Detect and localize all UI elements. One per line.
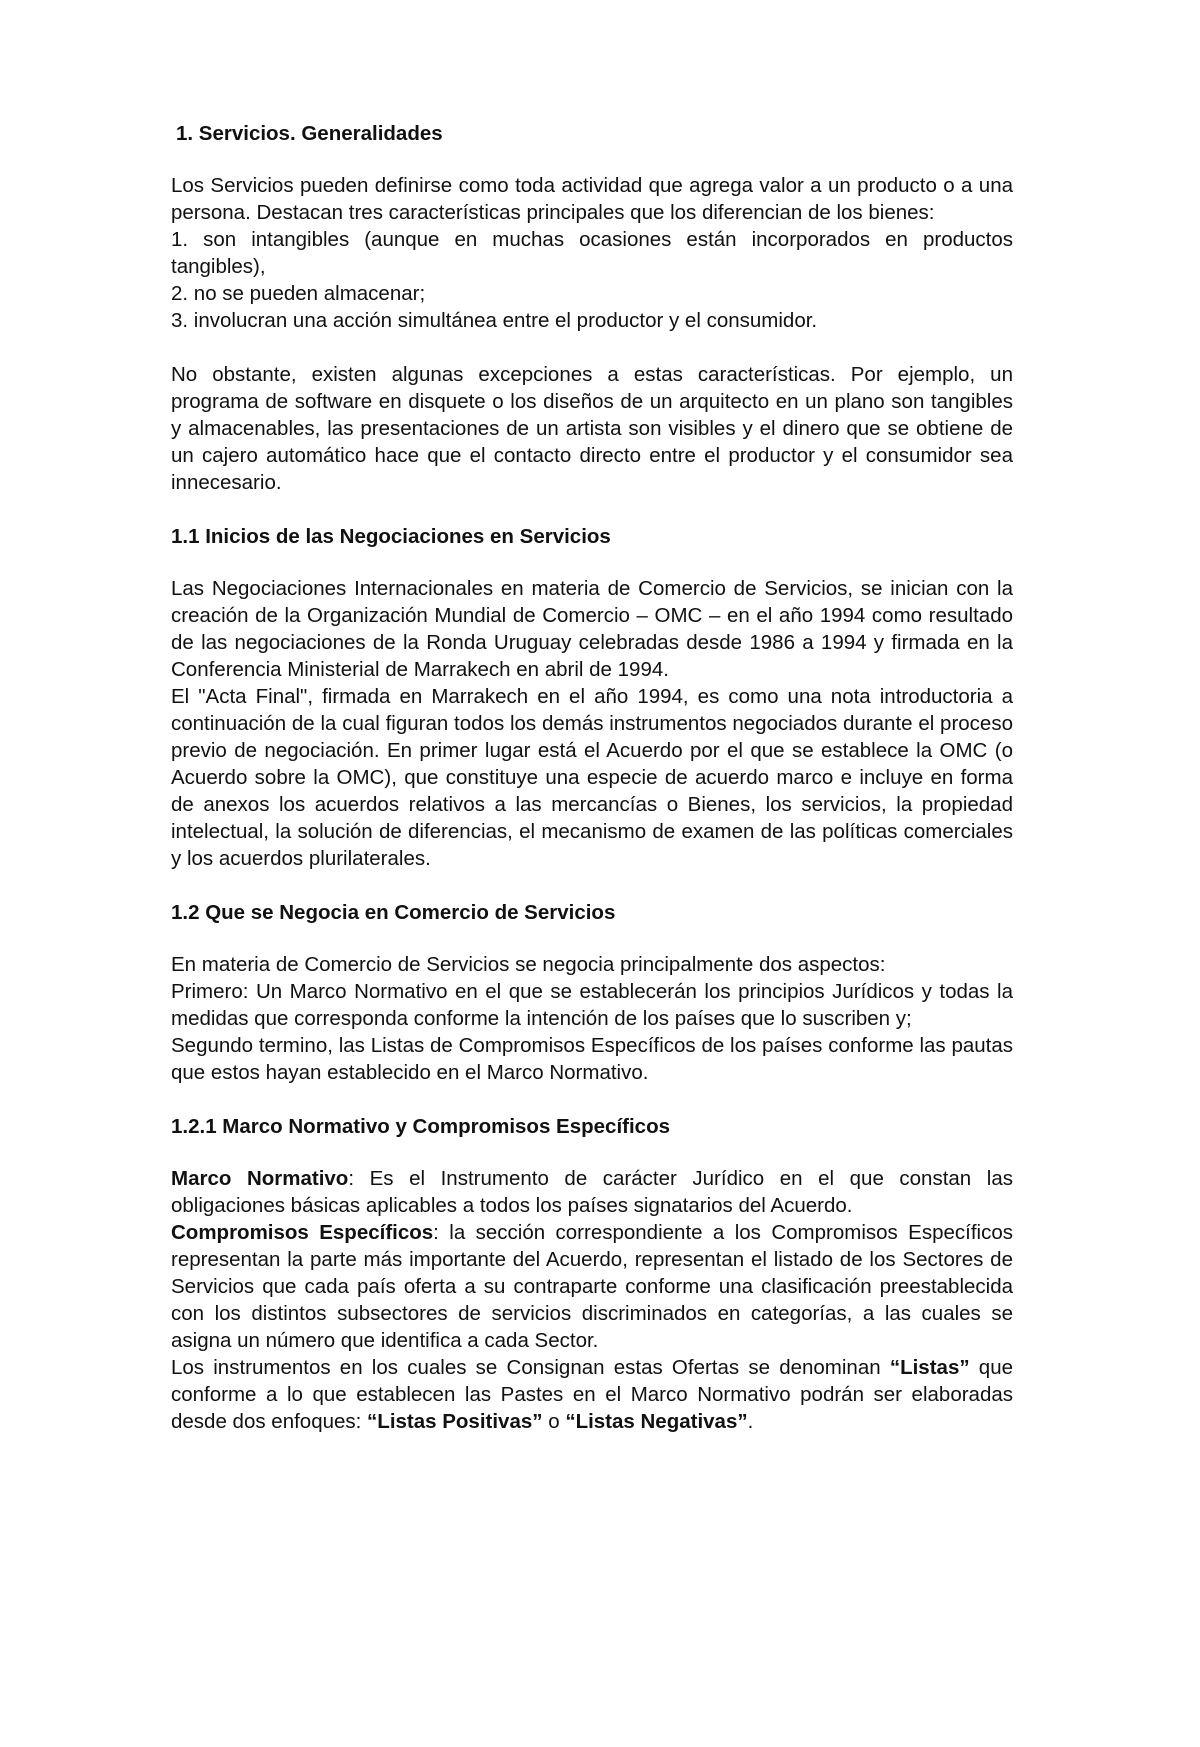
characteristic-item-1: 1. son intangibles (aunque en muchas ocasiones están incorporados en productos tangibles), (171, 228, 1013, 278)
marco-normativo-definition (171, 1165, 1013, 1219)
section-1-2-paragraph-3: Segundo termino, las Listas de Compromisos Específicos de los países conforme las pautas que estos hayan establecido en el Marco Normativo. (171, 1034, 1013, 1084)
document-page (171, 120, 1013, 1435)
section-1-1-paragraph-1: Las Negociaciones Internacionales en materia de Comercio de Servicios, se inician con la creación de la Organización Mundial de Comercio – OMC – en el año 1994 como resultado de las negociaciones de la Ronda Uruguay celebradas desde 1986 a 1994 y firmada en la Conferencia Ministerial de Marrakech en abril de 1994. (171, 577, 1013, 681)
characteristic-item-3: 3. involucran una acción simultánea entre el productor y el consumidor. (171, 309, 818, 332)
listas-term: “Listas” (889, 1356, 970, 1379)
section-1-2-heading: 1.2 Que se Negocia en Comercio de Servicios (171, 901, 616, 924)
listas-positivas-term: “Listas Positivas” (367, 1410, 543, 1433)
section-1-exceptions: No obstante, existen algunas excepciones a estas características. Por ejemplo, un programa de software en disquete o los diseños de un arquitecto en un plano son tangibles y almacenables, las presentaciones de un artista son visibles y el dinero que se obtiene de un cajero automático hace que el contacto directo entre el productor y el consumidor sea innecesario. (171, 363, 1013, 494)
section-1-intro: Los Servicios pueden definirse como toda actividad que agrega valor a un producto o a una persona. Destacan tres características principales que los diferencian de los bienes: (171, 174, 1013, 224)
section-1-2-paragraph-1: En materia de Comercio de Servicios se negocia principalmente dos aspectos: (171, 953, 886, 976)
characteristic-item-2: 2. no se pueden almacenar; (171, 282, 426, 305)
section-1-1-heading: 1.1 Inicios de las Negociaciones en Servicios (171, 525, 611, 548)
listas-mid: que conforme a lo que establecen las Pastes en el Marco Normativo podrán ser elaboradas desde dos enfoques: (171, 1356, 1013, 1433)
listas-paragraph (171, 1354, 1013, 1435)
section-1-2-paragraph-2: Primero: Un Marco Normativo en el que se establecerán los principios Jurídicos y todas la medidas que corresponda conforme la intención de los países que lo suscriben y; (171, 980, 1013, 1030)
listas-negativas-term: “Listas Negativas” (565, 1410, 748, 1433)
section-1-1-paragraph-2: El "Acta Final", firmada en Marrakech en el año 1994, es como una nota introductoria a continuación de la cual figuran todos los demás instrumentos negociados durante el proceso previo de negociación. En primer lugar está el Acuerdo por el que se establece la OMC (o Acuerdo sobre la OMC), que constituye una especie de acuerdo marco e incluye en forma de anexos los acuerdos relativos a las mercancías o Bienes, los servicios, la propiedad intelectual, la solución de diferencias, el mecanismo de examen de las políticas comerciales y los acuerdos plurilaterales. (171, 685, 1013, 870)
listas-intro: Los instrumentos en los cuales se Consignan estas Ofertas se denominan (171, 1356, 890, 1379)
compromisos-text: : la sección correspondiente a los Compromisos Específicos representan la parte más importante del Acuerdo, representan el listado de los Sectores de Servicios que cada país oferta a su contraparte conforme una clasificación preestablecida con los distintos subsectores de servicios discriminados en categorías, a las cuales se asigna un número que identifica a cada Sector. (171, 1221, 1013, 1352)
marco-normativo-term: Marco Normativo (171, 1167, 349, 1190)
compromisos-term: Compromisos Específicos (171, 1221, 434, 1244)
section-1-2-1-heading: 1.2.1 Marco Normativo y Compromisos Específicos (171, 1115, 670, 1138)
section-1-heading: 1. Servicios. Generalidades (176, 122, 443, 145)
listas-end: . (747, 1410, 754, 1433)
listas-or: o (542, 1410, 566, 1433)
marco-normativo-text: : Es el Instrumento de carácter Jurídico en el que constan las obligaciones básicas aplicables a todos los países signatarios del Acuerdo. (171, 1167, 1013, 1217)
compromisos-definition (171, 1219, 1013, 1354)
